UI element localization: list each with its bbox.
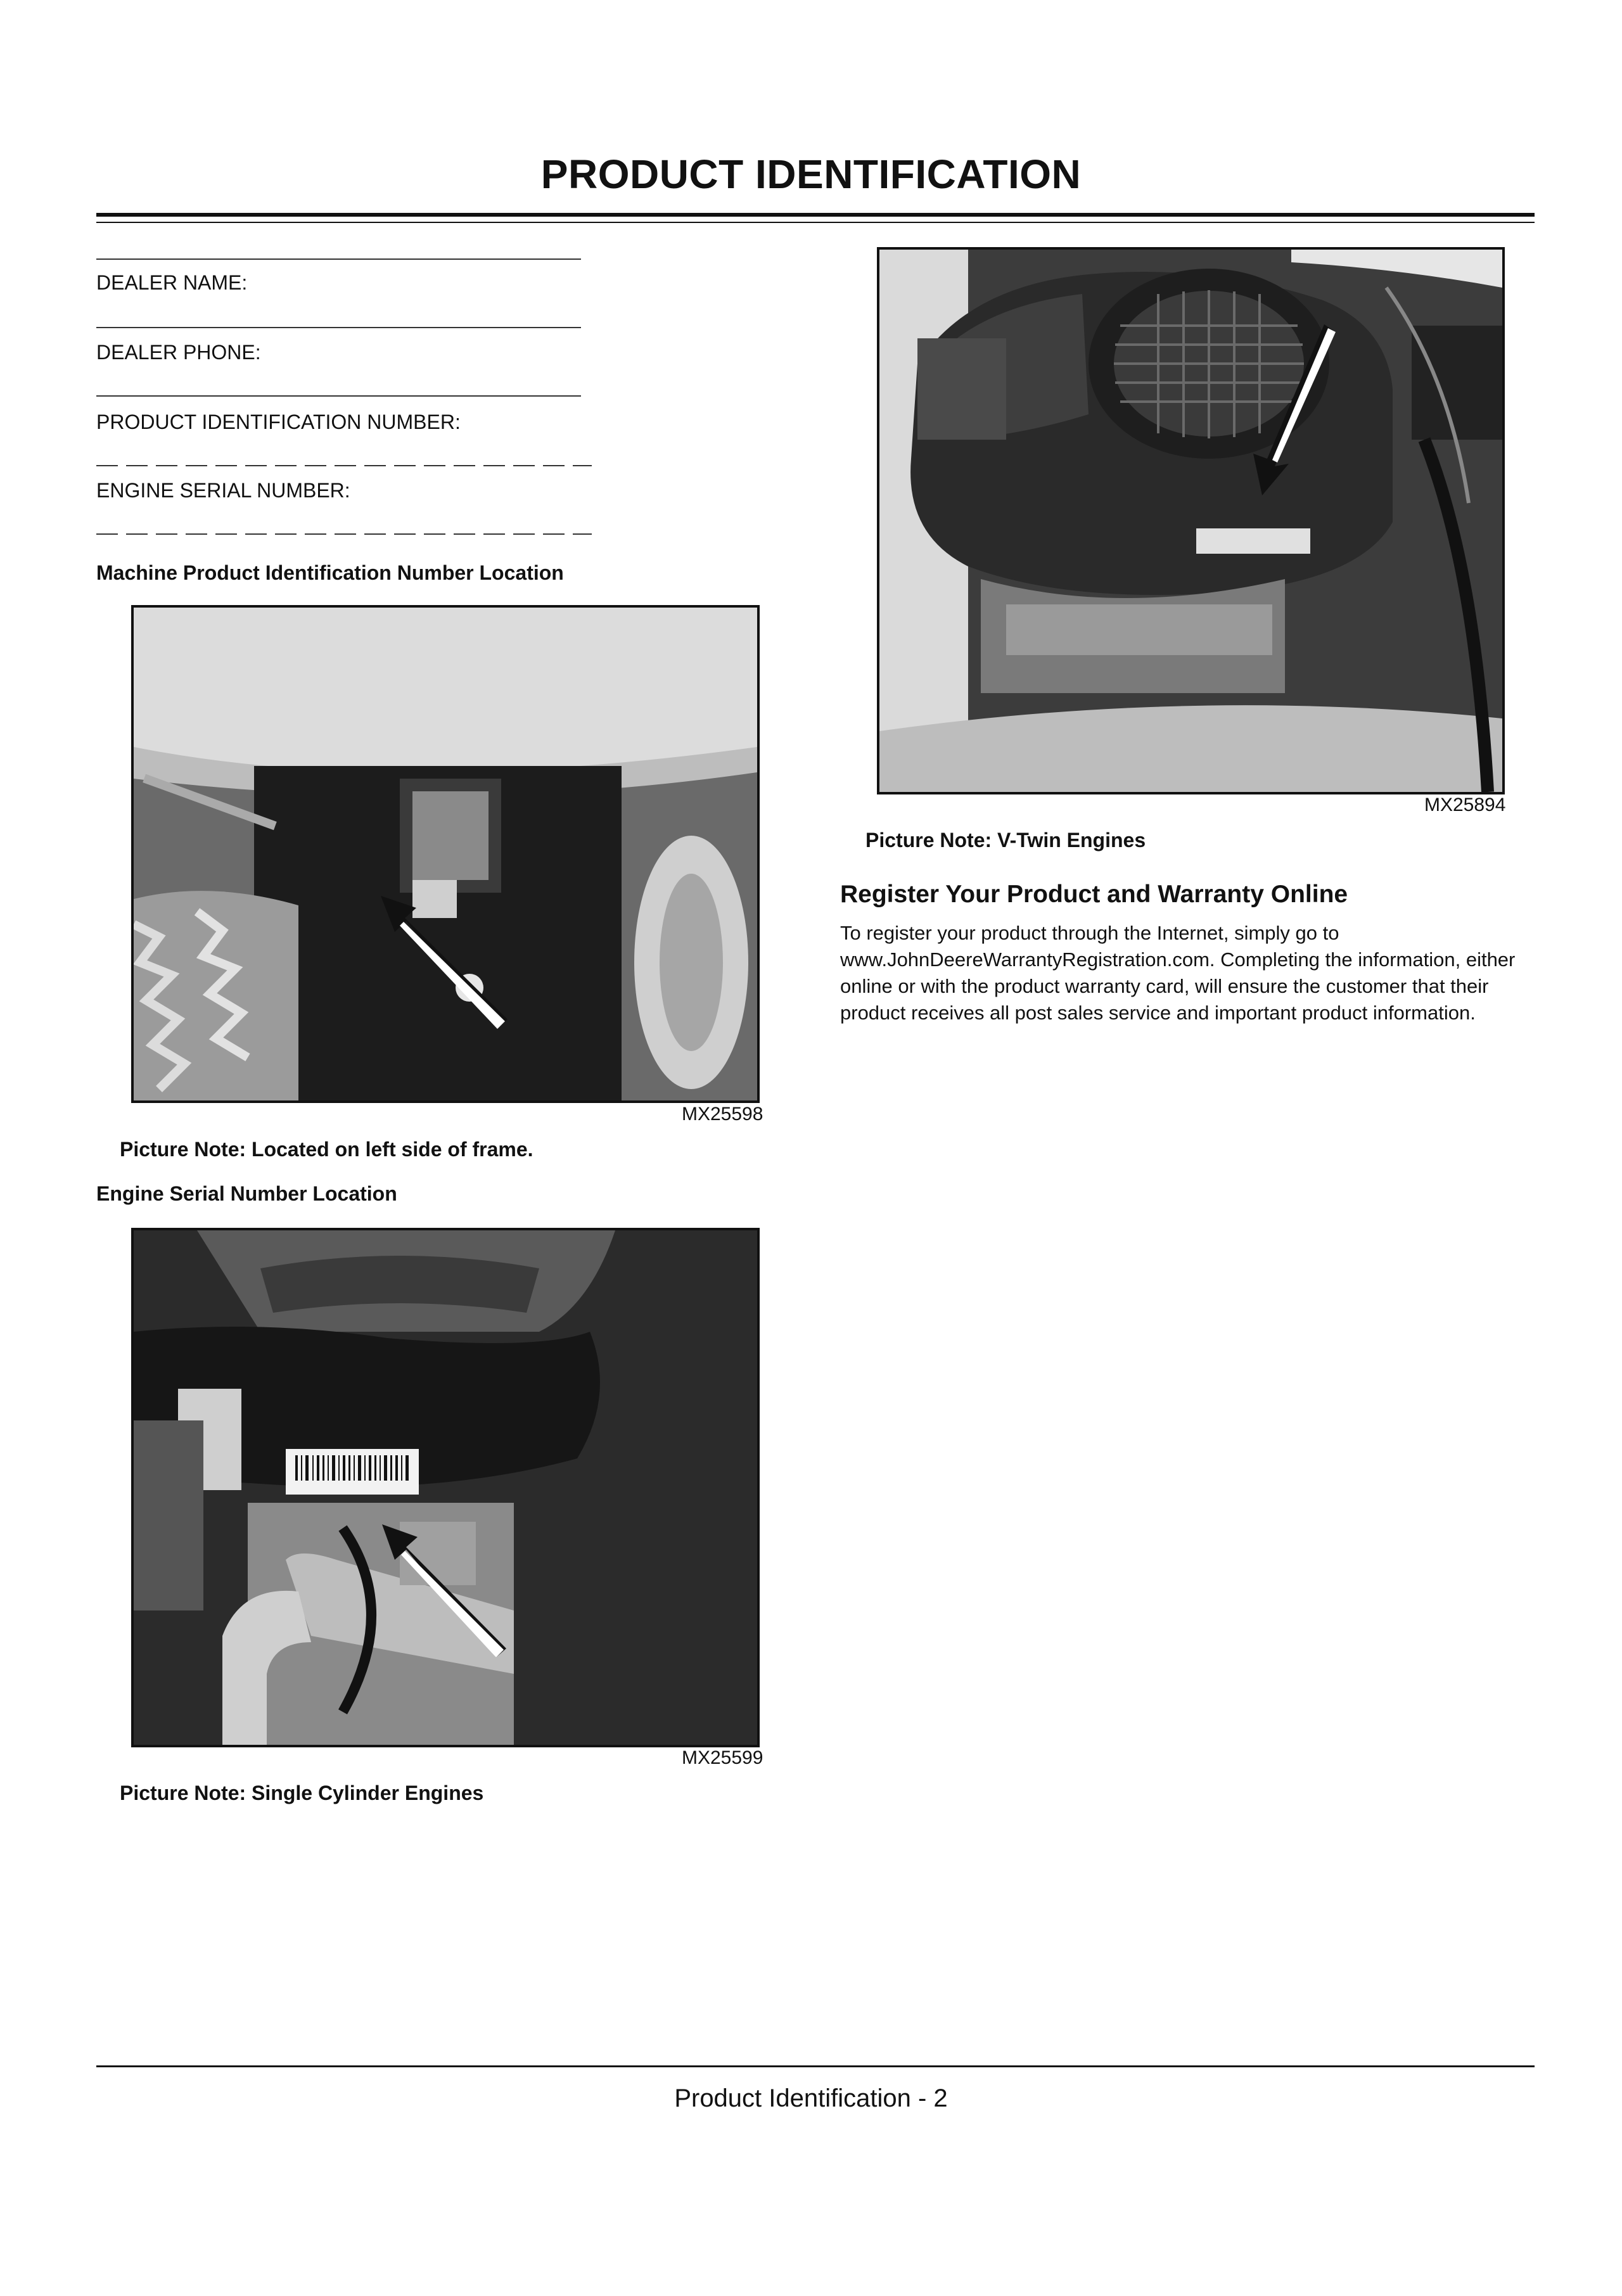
blank-line (96, 395, 581, 397)
register-heading: Register Your Product and Warranty Online (840, 881, 1348, 908)
dash-line (96, 465, 592, 466)
picture-note: Picture Note: Single Cylinder Engines (120, 1782, 484, 1804)
dealer-name-label: DEALER NAME: (96, 271, 248, 294)
v-twin-engine-photo (877, 247, 1505, 794)
page-title: PRODUCT IDENTIFICATION (540, 151, 1082, 197)
frame-photo-image (134, 608, 757, 1100)
dealer-phone-label: DEALER PHONE: (96, 341, 261, 364)
pin-label: PRODUCT IDENTIFICATION NUMBER: (96, 411, 461, 433)
picture-note: Picture Note: V-Twin Engines (865, 829, 1146, 851)
figure-code: MX25894 (1424, 794, 1506, 815)
page-footer: Product Identification - 2 (674, 2084, 948, 2112)
title-rule-thin (96, 222, 1535, 223)
register-paragraph: To register your product through the Internet, simply go to www.JohnDeereWarrantyRegistration.com. Completing the information, either online or with the product warranty card, will ensure the customer that their product receives all post sales service and important product information. (840, 922, 1516, 1024)
frame-photo (131, 605, 760, 1103)
engine-serial-heading: Engine Serial Number Location (96, 1182, 397, 1205)
blank-line (96, 327, 581, 328)
blank-line (96, 258, 581, 260)
dash-line (96, 533, 592, 535)
v-twin-engine-image (879, 250, 1502, 792)
figure-code: MX25598 (682, 1104, 763, 1125)
engine-serial-label: ENGINE SERIAL NUMBER: (96, 479, 350, 502)
footer-rule (96, 2065, 1535, 2067)
single-cylinder-engine-photo (131, 1228, 760, 1747)
picture-note: Picture Note: Located on left side of frame. (120, 1138, 533, 1161)
single-cylinder-engine-image (134, 1230, 757, 1745)
figure-code: MX25599 (682, 1747, 763, 1768)
pin-location-heading: Machine Product Identification Number Location (96, 561, 564, 584)
title-rule-thick (96, 213, 1535, 217)
